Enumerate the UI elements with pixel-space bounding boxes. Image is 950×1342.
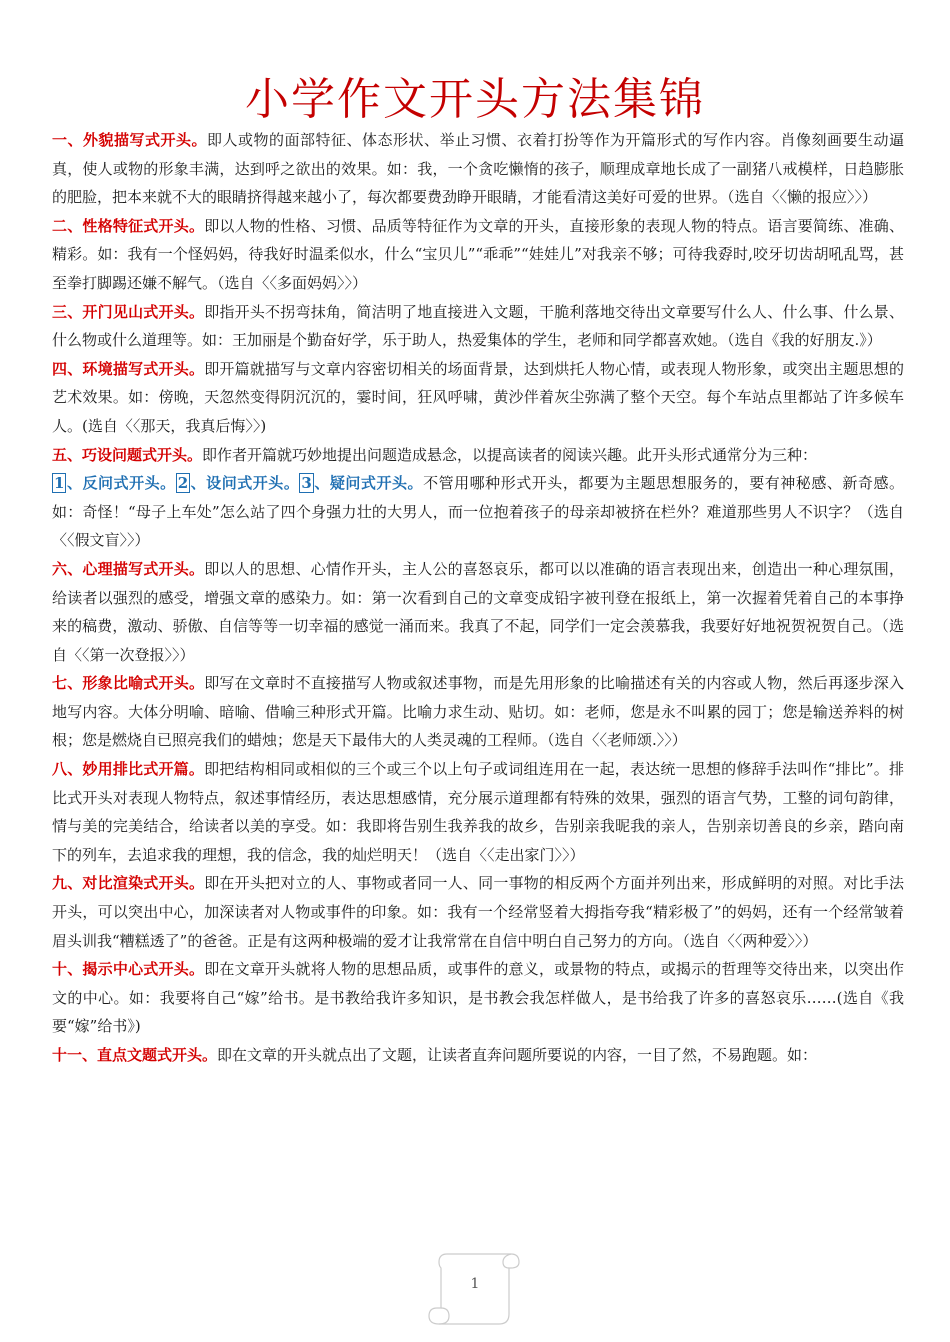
- section-text: 即开篇就描写与文章内容密切相关的场面背景，达到烘托人物心情，或表现人物形象，或突出主题思想的艺术效果。如：傍晚，天忽然变得阴沉沉的，霎时间，狂风呼啸，黄沙伴着灰尘弥满了整个天空。每个车站点里都站了许多候车人。(选自〈〈那天，我真后悔〉〉): [52, 359, 904, 435]
- section-heading: 三、开门见山式开头。: [52, 302, 205, 321]
- section-heading: 四、环境描写式开头。: [52, 359, 205, 378]
- section-heading: 八、妙用排比式开篇。: [52, 760, 205, 779]
- page-number: 1: [470, 1276, 480, 1292]
- section-8: [52, 755, 904, 869]
- subitem-number: 3: [301, 474, 312, 493]
- section-text: 即在开头把对立的人、事物或者同一人、同一事物的相反两个方面并列出来，形成鲜明的对照。对比手法开头，可以突出中心，加深读者对人物或事件的印象。如：我有一个经常竖着大拇指夸我“精彩极了”的妈妈，还有一个经常皱着眉头训我“糟糕透了”的爸爸。正是有这两种极端的爱才让我常常在自信中明白自己努力的方向。（选自〈〈两种爱〉〉）: [52, 874, 904, 950]
- subitem-label: 、反问式开头。: [66, 474, 176, 493]
- section-heading: 六、心理描写式开头。: [52, 559, 205, 578]
- question-types: [52, 469, 904, 555]
- section-heading: 七、形象比喻式开头。: [52, 674, 205, 693]
- section-4: [52, 355, 904, 441]
- subitem-number: 2: [177, 474, 189, 493]
- section-text: 即人或物的面部特征、体态形状、举止习惯、衣着打扮等作为开篇形式的写作内容。肖像刻画要生动逼真，使人或物的形象丰满，达到呼之欲出的效果。如：我，一个贪吃懒惰的孩子，顺理成章地长成了一副猪八戒模样，日趋膨胀的肥脸，把本来就不大的眼睛挤得越来越小了，每次都要费劲睁开眼睛，才能看清这美好可爱的世界。（选自〈〈懒的报应〉〉）: [52, 131, 904, 207]
- section-heading: 五、巧设问题式开头。: [52, 445, 203, 464]
- section-6: [52, 555, 904, 669]
- document-body: [52, 126, 904, 1070]
- page-title: 小学作文开头方法集锦: [245, 74, 705, 125]
- section-7: [52, 669, 904, 755]
- page-footer: [425, 1248, 525, 1330]
- section-text: 即以人物的性格、习惯、品质等特征作为文章的开头，直接形象的表现人物的特点。语言要简练、准确、精彩。如：我有一个怪妈妈，待我好时温柔似水，什么“宝贝儿”“乖乖”“娃娃儿”对我亲不够；可待我孬时,咬牙切齿胡吼乱骂，甚至拳打脚踢还嫌不解气。（选自〈〈多面妈妈〉〉）: [52, 216, 904, 292]
- section-text: 即以人的思想、心情作开头，主人公的喜怒哀乐，都可以以准确的语言表现出来，创造出一种心理氛围，给读者以强烈的感受，增强文章的感染力。如：第一次看到自己的文章变成铅字被刊登在报纸上，第一次握着凭着自己的本事挣来的稿费，激动、骄傲、自信等等一切幸福的感觉一涌而来。我真了不起，同学们一定会羡慕我，我要好好地祝贺祝贺自己。（选自〈〈第一次登报〉〉）: [52, 559, 904, 664]
- section-heading: 十、揭示中心式开头。: [52, 960, 205, 979]
- section-heading: 九、对比渲染式开头。: [52, 874, 205, 893]
- section-text: 即把结构相同或相似的三个或三个以上句子或词组连用在一起，表达统一思想的修辞手法叫作“排比”。排比式开头对表现人物特点，叙述事情经历，表达思想感情，充分展示道理都有特殊的效果，强烈的语言气势，工整的词句韵律，情与美的完美结合，给读者以美的享受。如：我即将告别生我养我的故乡，告别亲我昵我的亲人，告别亲切善良的乡亲，踏向南下的列车，去追求我的理想，我的信念，我的灿烂明天！（选自〈〈走出家门〉〉）: [52, 760, 904, 864]
- section-heading: 二、性格特征式开头。: [52, 216, 205, 235]
- section-text: 即在文章的开头就点出了文题，让读者直奔问题所要说的内容，一目了然，不易跑题。如：: [217, 1046, 818, 1064]
- section-heading: 一、外貌描写式开头。: [52, 131, 207, 149]
- subitem-label: 、设问式开头。: [190, 474, 300, 493]
- subitem-label: 、疑问式开头。: [313, 474, 424, 493]
- section-text: 即写在文章时不直接描写人物或叙述事物，而是先用形象的比喻描述有关的内容或人物，然后再逐步深入地写内容。大体分明喻、暗喻、借喻三种形式开篇。比喻力求生动、贴切。如：老师，您是永不叫累的园丁；您是输送养料的树根；您是燃烧自已照亮我们的蜡烛；您是天下最伟大的人类灵魂的工程师。（选自〈〈老师颂.〉〉）: [52, 674, 904, 750]
- section-text: 即作者开篇就巧妙地提出问题造成悬念，以提高读者的阅读兴趣。此开头形式通常分为三种：: [202, 445, 818, 464]
- section-text: 即指开头不拐弯抹角，简洁明了地直接进入文题，干脆利落地交待出文章要写什么人、什么事、什么景、什么物或什么道理等。如：王加丽是个勤奋好学，乐于助人，热爱集体的学生，老师和同学都喜欢她。（选自《我的好朋友.》）: [52, 302, 904, 350]
- section-text: 不管用哪种形式开头，都要为主题思想服务的，要有神秘感、新奇感。如：奇怪！“母子上车处”怎么站了四个身强力壮的大男人，而一位抱着孩子的母亲却被挤在栏外？难道那些男人不识字？（选自〈〈假文盲〉〉）: [52, 474, 904, 550]
- subitem-number: 1: [54, 474, 65, 493]
- section-3: [52, 298, 904, 355]
- section-2: [52, 212, 904, 298]
- section-5: [52, 441, 904, 470]
- section-text: 即在文章开头就将人物的思想品质，或事件的意义，或景物的特点，或揭示的哲理等交待出来，以突出作文的中心。如：我要将自己“嫁”给书。是书教给我许多知识，是书教会我怎样做人，是书给我了许多的喜怒哀乐……(选自《我要“嫁”给书》): [52, 960, 904, 1036]
- section-heading: 十一、直点文题式开头。: [52, 1046, 218, 1064]
- section-9: [52, 869, 904, 955]
- section-11: [52, 1041, 904, 1070]
- section-1: [52, 126, 904, 212]
- section-10: [52, 955, 904, 1041]
